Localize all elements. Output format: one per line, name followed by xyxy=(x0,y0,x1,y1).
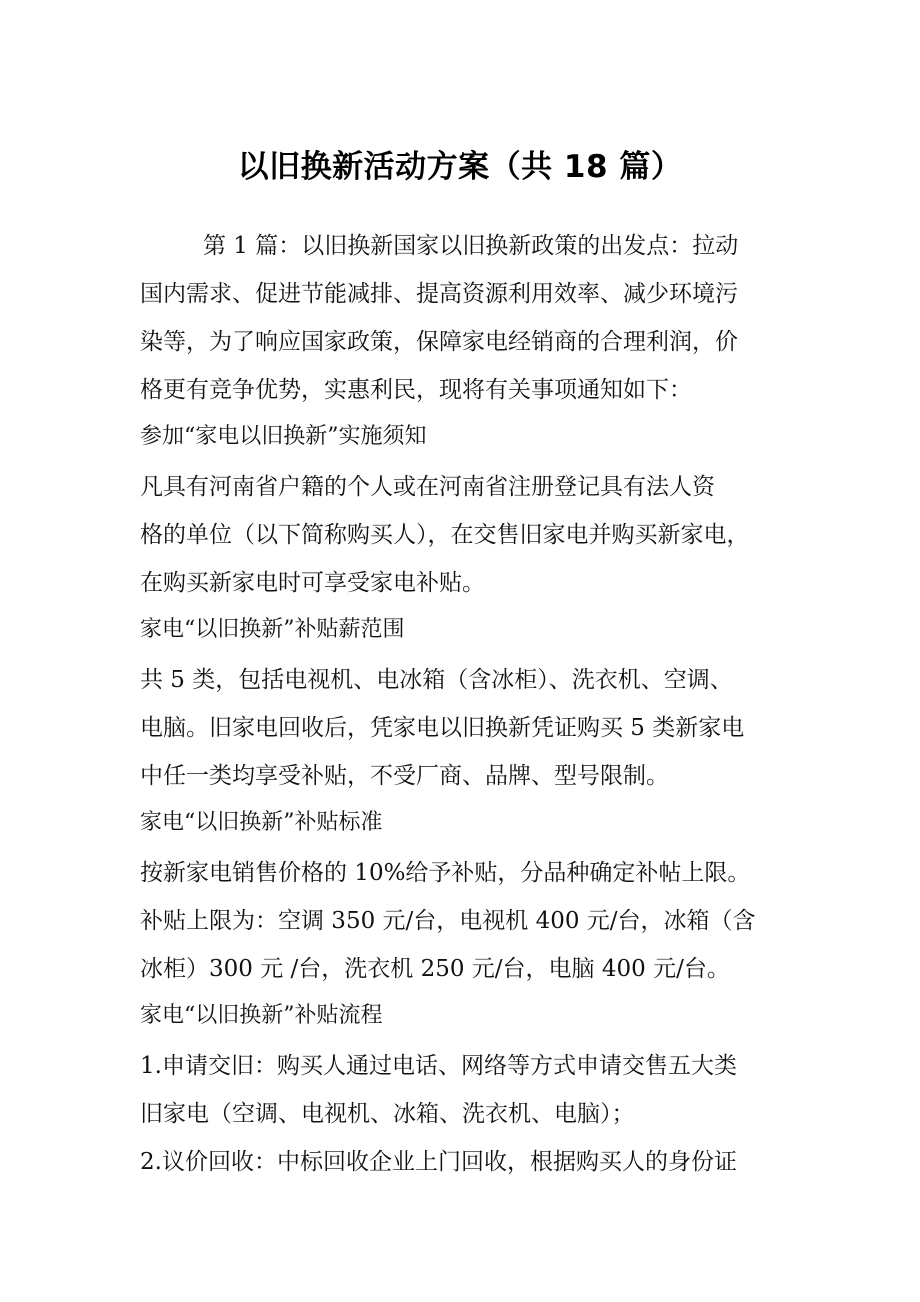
section-heading: 家电“以旧换新”补贴流程 xyxy=(140,1003,383,1028)
section-heading: 家电“以旧换新”补贴标准 xyxy=(140,810,383,835)
paragraph-line: 第 1 篇：以旧换新国家以旧换新政策的出发点：拉动 xyxy=(203,233,739,259)
section-heading: 家电“以旧换新”补贴薪范围 xyxy=(140,617,405,642)
paragraph-line: 按新家电销售价格的 10%给予补贴，分品种确定补帖上限。 xyxy=(140,860,751,886)
paragraph-line: 格更有竞争优势，实惠利民，现将有关事项通知如下： xyxy=(140,377,692,403)
section-heading: 参加“家电以旧换新”实施须知 xyxy=(140,424,427,449)
paragraph-line: 冰柜）300 元 /台，洗衣机 250 元/台，电脑 400 元/台。 xyxy=(140,956,730,982)
paragraph-line: 凡具有河南省户籍的个人或在河南省注册登记具有法人资 xyxy=(140,474,715,500)
paragraph-line: 国内需求、促进节能减排、提高资源利用效率、减少环境污 xyxy=(140,281,738,307)
paragraph-line: 在购买新家电时可享受家电补贴。 xyxy=(140,570,485,596)
paragraph-line: 电脑。旧家电回收后，凭家电以旧换新凭证购买 5 类新家电 xyxy=(140,715,745,741)
paragraph-line: 1.申请交旧：购买人通过电话、网络等方式申请交售五大类 xyxy=(140,1053,737,1079)
paragraph-line: 染等，为了响应国家政策，保障家电经销商的合理利润，价 xyxy=(140,329,738,355)
page-title: 以旧换新活动方案（共 18 篇） xyxy=(237,149,683,185)
paragraph-line: 2.议价回收：中标回收企业上门回收，根据购买人的身份证 xyxy=(140,1149,737,1175)
paragraph-line: 旧家电（空调、电视机、冰箱、洗衣机、电脑）； xyxy=(140,1101,635,1127)
paragraph-line: 中任一类均享受补贴，不受厂商、品牌、型号限制。 xyxy=(140,763,669,789)
paragraph-line: 格的单位（以下简称购买人），在交售旧家电并购买新家电， xyxy=(140,522,750,548)
paragraph-line: 补贴上限为：空调 350 元/台，电视机 400 元/台，冰箱（含 xyxy=(140,908,756,934)
paragraph-line: 共 5 类，包括电视机、电冰箱（含冰柜）、洗衣机、空调、 xyxy=(140,667,733,693)
